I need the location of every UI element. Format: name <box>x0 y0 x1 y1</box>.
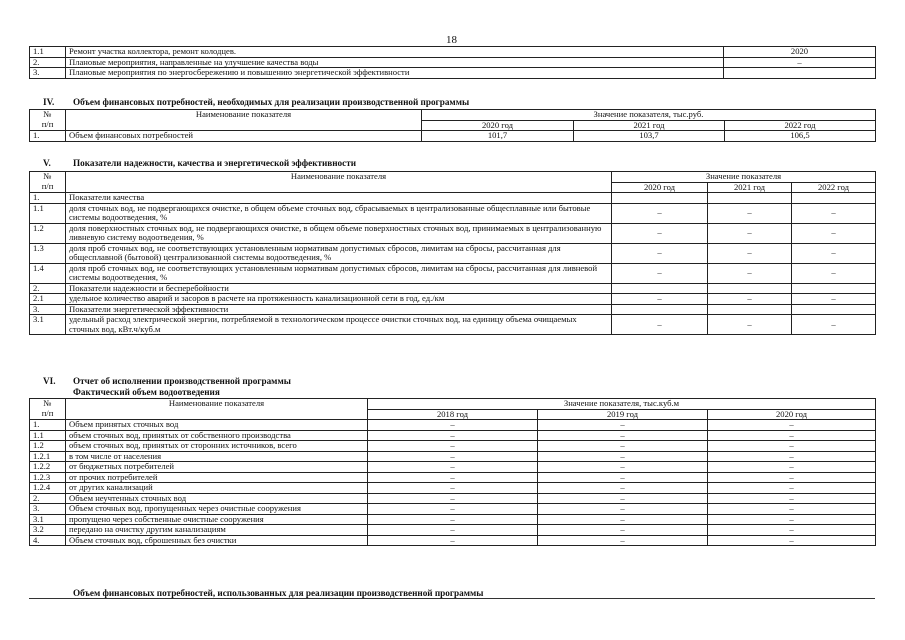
table-row <box>30 131 876 142</box>
footer-title: Объем финансовых потребностей, использованных для реализации производственной программы <box>73 588 484 598</box>
row-value: 101,7 <box>422 131 574 142</box>
section-5-number: V. <box>43 158 51 168</box>
row-value: – <box>792 223 876 243</box>
table-row <box>30 315 876 335</box>
table-row <box>30 493 876 504</box>
section-6-title: Отчет об исполнении производственной программы <box>73 376 291 386</box>
row-value: – <box>708 315 792 335</box>
row-number: 1.2.2 <box>30 462 66 473</box>
row-number: 1. <box>30 193 66 204</box>
table-row <box>30 294 876 305</box>
header-year: 2020 год <box>708 409 876 420</box>
row-value: – <box>708 430 876 441</box>
row-value: – <box>708 243 792 263</box>
section-6-heading <box>43 376 291 386</box>
row-number: 3.1 <box>30 514 66 525</box>
table-section-5 <box>29 171 876 335</box>
header-year: 2021 год <box>574 120 725 131</box>
row-number: 1.3 <box>30 243 66 263</box>
row-name: пропущено через собственные очистные сооружения <box>66 514 368 525</box>
row-value: – <box>612 223 708 243</box>
row-value <box>708 304 792 315</box>
table-row <box>30 514 876 525</box>
row-value: – <box>538 441 708 452</box>
row-value: – <box>792 294 876 305</box>
row-name: Объем сточных вод, сброшенных без очистки <box>66 535 368 546</box>
row-number: 1.2 <box>30 441 66 452</box>
row-number: 1.2 <box>30 223 66 243</box>
row-name: Показатели энергетической эффективности <box>66 304 612 315</box>
row-value <box>792 193 876 204</box>
row-number: 3. <box>30 304 66 315</box>
row-number: 2. <box>30 57 66 68</box>
row-value: 2020 <box>724 47 876 58</box>
row-name: от бюджетных потребителей <box>66 462 368 473</box>
row-value: – <box>368 514 538 525</box>
row-value: – <box>708 514 876 525</box>
row-number: 1.4 <box>30 263 66 283</box>
row-value: – <box>708 223 792 243</box>
row-value: – <box>368 483 538 494</box>
row-value <box>612 193 708 204</box>
table-row <box>30 525 876 536</box>
section-6-subtitle <box>73 387 220 397</box>
row-number: 3.2 <box>30 525 66 536</box>
row-value: – <box>708 420 876 431</box>
row-value: – <box>708 535 876 546</box>
section-5-heading <box>43 158 356 168</box>
row-name: Плановые мероприятия по энергосбережению и повышению энергетической эффективности <box>66 68 724 79</box>
row-name: Показатели надежности и бесперебойности <box>66 283 612 294</box>
row-value: – <box>538 430 708 441</box>
row-value: – <box>708 504 876 515</box>
header-year: 2020 год <box>422 120 574 131</box>
row-value: – <box>708 462 876 473</box>
row-value: – <box>368 504 538 515</box>
table-row <box>30 441 876 452</box>
table-row <box>30 203 876 223</box>
row-value: – <box>368 420 538 431</box>
row-value: – <box>368 462 538 473</box>
row-name: от прочих потребителей <box>66 472 368 483</box>
table-section-4 <box>29 109 876 142</box>
table-row <box>30 304 876 315</box>
row-number: 1.1 <box>30 430 66 441</box>
footer-divider <box>29 598 875 599</box>
row-value: – <box>368 472 538 483</box>
row-number: 1. <box>30 131 66 142</box>
row-name: Объем принятых сточных вод <box>66 420 368 431</box>
table-row <box>30 462 876 473</box>
row-value: – <box>538 504 708 515</box>
row-value: – <box>538 472 708 483</box>
row-value: – <box>708 203 792 223</box>
row-value <box>612 283 708 294</box>
row-value: – <box>538 420 708 431</box>
row-name: объем сточных вод, принятых от собственного производства <box>66 430 368 441</box>
table-row <box>30 483 876 494</box>
row-number: 3.1 <box>30 315 66 335</box>
row-value: – <box>708 294 792 305</box>
row-name: Показатели качества <box>66 193 612 204</box>
row-value: – <box>708 525 876 536</box>
section-5-title: Показатели надежности, качества и энергетической эффективности <box>73 158 357 168</box>
row-value: 103,7 <box>574 131 725 142</box>
table-row <box>30 47 876 58</box>
row-value: – <box>792 263 876 283</box>
row-number: 1.1 <box>30 203 66 223</box>
row-value: – <box>538 493 708 504</box>
row-name: Объем финансовых потребностей <box>66 131 422 142</box>
section-4-title: Объем финансовых потребностей, необходимых для реализации производственной программы <box>73 97 470 107</box>
section-6-number: VI. <box>43 376 56 386</box>
row-value: – <box>368 441 538 452</box>
header-year: 2021 год <box>708 182 792 193</box>
header-year: 2018 год <box>368 409 538 420</box>
footer-heading <box>73 588 483 598</box>
table-row <box>30 57 876 68</box>
header-name: Наименование показателя <box>66 172 612 193</box>
table-row <box>30 430 876 441</box>
row-name: Ремонт участка коллектора, ремонт колодцев. <box>66 47 724 58</box>
row-value: – <box>792 315 876 335</box>
row-name: Объем неучтенных сточных вод <box>66 493 368 504</box>
row-value: – <box>708 483 876 494</box>
row-name: Плановые мероприятия, направленные на улучшение качества воды <box>66 57 724 68</box>
row-name: Объем сточных вод, пропущенных через очистные сооружения <box>66 504 368 515</box>
row-number: 2. <box>30 493 66 504</box>
row-value: – <box>792 243 876 263</box>
header-name: Наименование показателя <box>66 110 422 131</box>
row-number: 1. <box>30 420 66 431</box>
row-number: 2. <box>30 283 66 294</box>
row-value <box>792 304 876 315</box>
row-value: – <box>538 535 708 546</box>
table-row <box>30 263 876 283</box>
header-year: 2022 год <box>725 120 876 131</box>
page-number: 18 <box>446 34 457 46</box>
row-number: 2.1 <box>30 294 66 305</box>
header-year: 2022 год <box>792 182 876 193</box>
row-value: – <box>612 203 708 223</box>
row-value: – <box>708 441 876 452</box>
row-value <box>708 283 792 294</box>
row-name: доля проб сточных вод, не соответствующих установленным нормативам допустимых сбросов, лимитам на сбросы, рассчитанная для ливневой системы водоотведения, % <box>66 263 612 283</box>
header-value: Значение показателя, тыс.руб. <box>422 110 876 121</box>
row-value: – <box>368 493 538 504</box>
header-year: 2020 год <box>612 182 708 193</box>
row-value: – <box>538 462 708 473</box>
row-value: – <box>708 493 876 504</box>
table-section-6 <box>29 398 876 546</box>
row-value: 106,5 <box>725 131 876 142</box>
table-row <box>30 504 876 515</box>
table-row <box>30 223 876 243</box>
header-value: Значение показателя <box>612 172 876 183</box>
row-number: 1.2.3 <box>30 472 66 483</box>
row-number: 1.2.1 <box>30 451 66 462</box>
header-year: 2019 год <box>538 409 708 420</box>
row-value <box>612 304 708 315</box>
table-row <box>30 420 876 431</box>
table-row <box>30 535 876 546</box>
row-value <box>724 68 876 79</box>
row-name: передано на очистку другим канализациям <box>66 525 368 536</box>
section-6-subtitle-text: Фактический объем водоотведения <box>73 387 220 397</box>
row-name: удельное количество аварий и засоров в расчете на протяженность канализационной сети в год, ед./км <box>66 294 612 305</box>
row-value: – <box>724 57 876 68</box>
row-value: – <box>612 315 708 335</box>
row-name: доля сточных вод, не подвергающихся очистке, в общем объеме сточных вод, сбрасываемых в централизованные общесплавные или бытовые системы водоотведения, % <box>66 203 612 223</box>
row-value: – <box>708 472 876 483</box>
table-row <box>30 193 876 204</box>
row-value: – <box>538 483 708 494</box>
row-name: доля проб сточных вод, не соответствующих установленным нормативам допустимых сбросов, лимитам на сбросы, рассчитанная для общесплавной (бытовой) централизованной системы водоотведения, % <box>66 243 612 263</box>
row-name: от других канализаций <box>66 483 368 494</box>
table-row <box>30 243 876 263</box>
row-value: – <box>368 451 538 462</box>
header-number: № п/п <box>30 110 66 131</box>
row-value <box>708 193 792 204</box>
row-name: доля поверхностных сточных вод, не подвергающихся очистке, в общем объеме поверхностных сточных вод, принимаемых в централизованную ливневую систему водоотведения, % <box>66 223 612 243</box>
row-number: 1.1 <box>30 47 66 58</box>
row-value: – <box>708 451 876 462</box>
header-number: № п/п <box>30 399 66 420</box>
row-value: – <box>792 203 876 223</box>
header-name: Наименование показателя <box>66 399 368 420</box>
row-value: – <box>708 263 792 283</box>
row-value: – <box>368 430 538 441</box>
row-value: – <box>368 535 538 546</box>
table-row <box>30 283 876 294</box>
section-4-heading <box>43 97 469 107</box>
table-row <box>30 68 876 79</box>
row-number: 3. <box>30 68 66 79</box>
row-value: – <box>538 451 708 462</box>
table-row <box>30 451 876 462</box>
table-row <box>30 472 876 483</box>
header-value: Значение показателя, тыс.куб.м <box>368 399 876 410</box>
row-value: – <box>612 243 708 263</box>
row-value <box>792 283 876 294</box>
row-name: в том числе от населения <box>66 451 368 462</box>
table-top <box>29 46 876 79</box>
row-value: – <box>538 514 708 525</box>
row-number: 3. <box>30 504 66 515</box>
row-number: 4. <box>30 535 66 546</box>
section-4-number: IV. <box>43 97 55 107</box>
row-name: удельный расход электрической энергии, потребляемой в технологическом процессе очистки сточных вод, на единицу объема очищаемых сточных вод, кВт.ч/куб.м <box>66 315 612 335</box>
row-value: – <box>612 294 708 305</box>
row-value: – <box>612 263 708 283</box>
row-number: 1.2.4 <box>30 483 66 494</box>
row-value: – <box>368 525 538 536</box>
header-number: № п/п <box>30 172 66 193</box>
row-value: – <box>538 525 708 536</box>
row-name: объем сточных вод, принятых от сторонних источников, всего <box>66 441 368 452</box>
